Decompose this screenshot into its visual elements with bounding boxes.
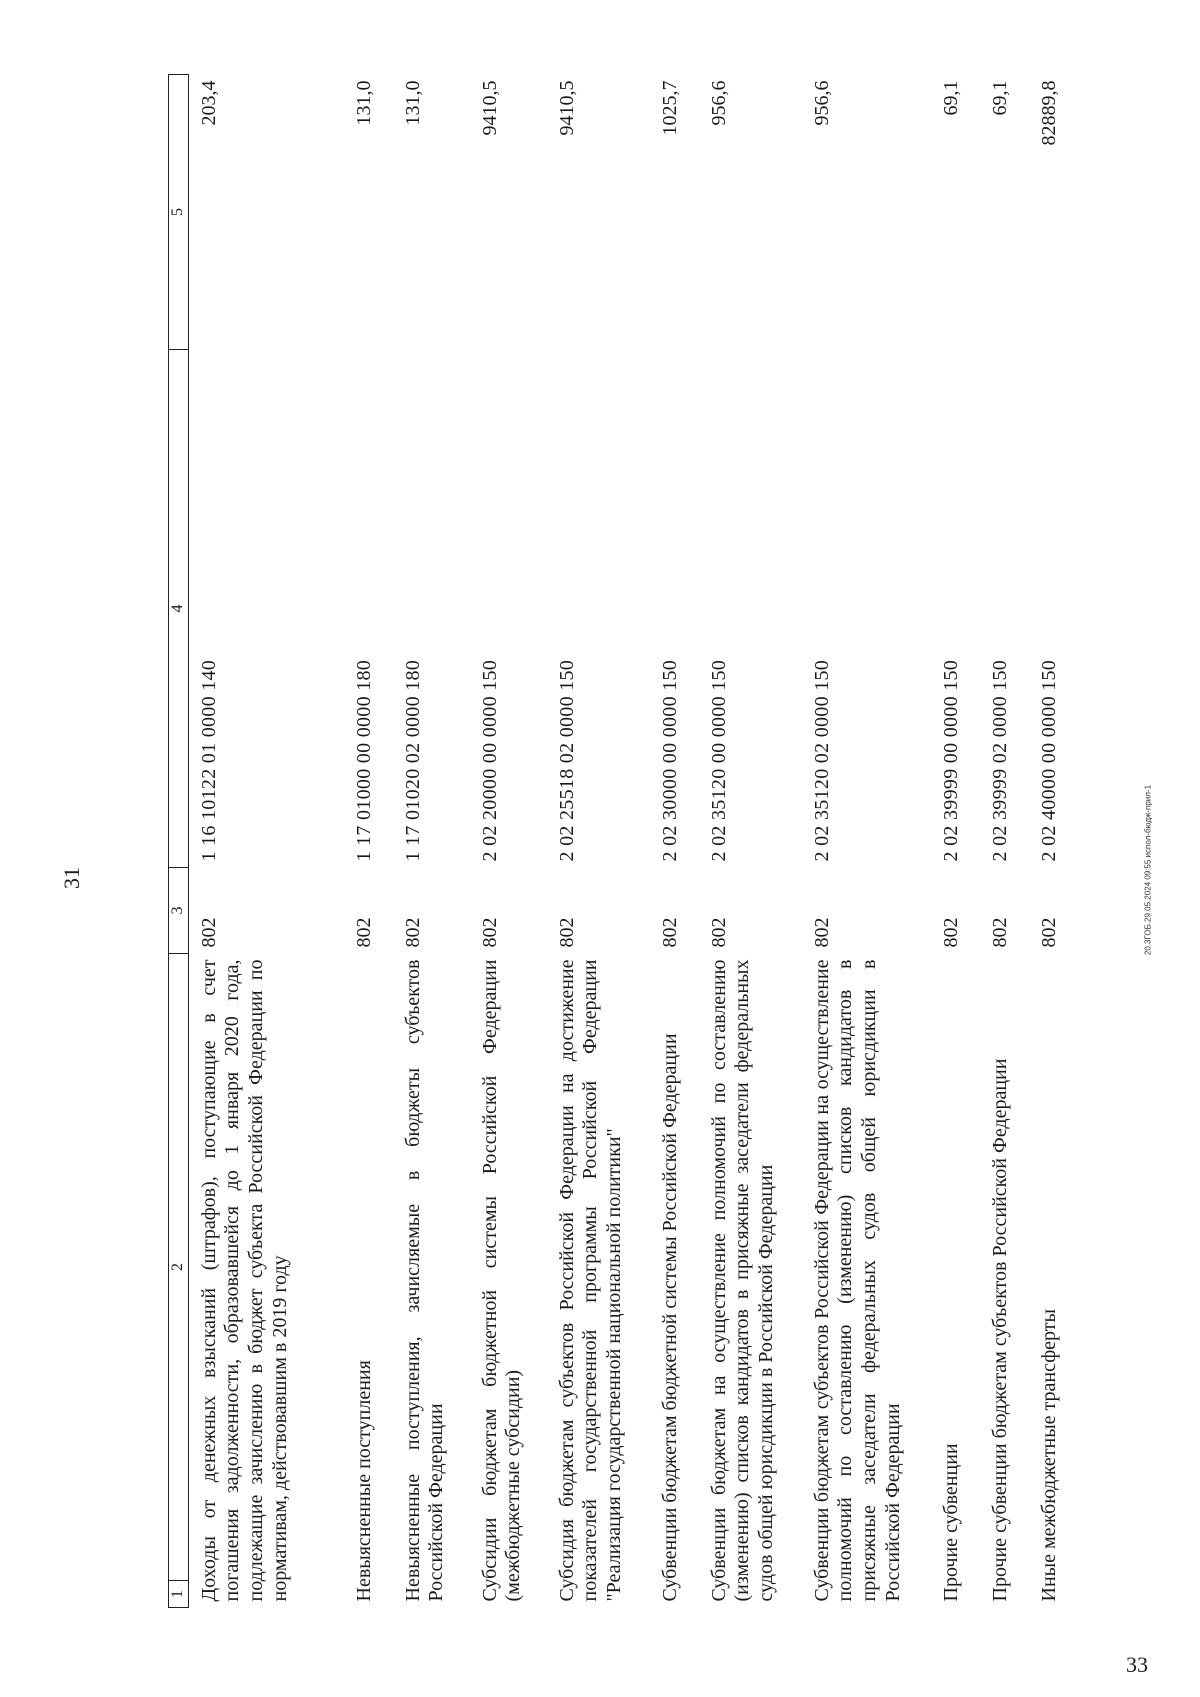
row-budget-code: 1 16 10122 01 0000 140	[197, 659, 220, 862]
table-row	[188, 75, 344, 1608]
table-row	[802, 75, 931, 1608]
row-budget-code: 2 02 39999 00 0000 150	[939, 659, 962, 862]
row-amount: 203,4	[197, 80, 220, 126]
row-name: Субвенции бюджетам бюджетной системы Российской Федерации	[658, 1033, 681, 1602]
column-header-3: 3	[169, 868, 189, 954]
row-amount: 9410,5	[555, 80, 578, 136]
row-amount: 956,6	[810, 80, 833, 126]
row-amount: 69,1	[939, 80, 962, 116]
row-name: Субвенции бюджетам субъектов Российской Федерации на осуществление полномочий по составлению (изменению) списков кандидатов в присяжные заседатели федеральных судов общей юрисдикции в Российской Федерации	[810, 959, 904, 1602]
row-amount: 69,1	[988, 80, 1011, 116]
row-budget-code: 2 02 20000 00 0000 150	[478, 659, 501, 862]
column-header-5: 5	[169, 75, 189, 350]
rotated-table-container	[168, 76, 1060, 1608]
row-name: Субсидии бюджетам бюджетной системы Российской Федерации (межбюджетные субсидии)	[478, 959, 525, 1602]
table-row	[650, 75, 699, 1608]
row-budget-code: 1 17 01020 02 0000 180	[401, 659, 424, 862]
column-header-2: 2	[169, 954, 189, 1581]
row-amount: 131,0	[401, 80, 424, 126]
row-name: Иные межбюджетные трансферты	[1037, 1309, 1060, 1602]
table-row	[470, 75, 547, 1608]
page-number-top: 31	[59, 867, 84, 889]
table-row	[931, 75, 980, 1608]
table-row	[699, 75, 802, 1608]
row-budget-code: 2 02 30000 00 0000 150	[658, 659, 681, 862]
row-name: Прочие субвенции	[939, 1443, 962, 1602]
row-budget-code: 1 17 01000 00 0000 180	[352, 659, 375, 862]
row-amount: 9410,5	[478, 80, 501, 136]
table-row	[1029, 75, 1078, 1608]
row-admin-code: 802	[810, 917, 833, 948]
row-budget-code: 2 02 40000 00 0000 150	[1037, 659, 1060, 862]
row-amount: 82889,8	[1037, 80, 1060, 146]
row-name: Невыясненные поступления	[352, 1360, 375, 1602]
row-admin-code: 802	[197, 917, 220, 948]
row-admin-code: 802	[939, 917, 962, 948]
page-number-bottom: 33	[1126, 1652, 1148, 1677]
row-budget-code: 2 02 25518 02 0000 150	[555, 659, 578, 862]
footer-code-text: 20.3ГОБ.29.05.2024 09:55 испол-бюдж-прил-1	[1143, 784, 1153, 956]
table-row	[393, 75, 470, 1608]
row-name: Прочие субвенции бюджетам субъектов Российской Федерации	[988, 1058, 1011, 1602]
row-admin-code: 802	[555, 917, 578, 948]
column-header-1: 1	[169, 1581, 189, 1608]
row-admin-code: 802	[988, 917, 1011, 948]
document-footer-code	[1142, 650, 1154, 1090]
table-row	[980, 75, 1029, 1608]
row-admin-code: 802	[1037, 917, 1060, 948]
row-name: Субсидия бюджетам субъектов Российской Федерации на достижение показателей государственной программы Российской Федерации "Реализация государственной национальной политики"	[555, 959, 626, 1602]
row-budget-code: 2 02 35120 00 0000 150	[707, 659, 730, 862]
row-admin-code: 802	[707, 917, 730, 948]
row-admin-code: 802	[478, 917, 501, 948]
table-row	[344, 75, 393, 1608]
row-amount: 956,6	[707, 80, 730, 126]
row-admin-code: 802	[352, 917, 375, 948]
row-admin-code: 802	[658, 917, 681, 948]
row-budget-code: 2 02 35120 02 0000 150	[810, 659, 833, 862]
row-admin-code: 802	[401, 917, 424, 948]
row-name: Субвенции бюджетам на осуществление полномочий по составлению (изменению) списков кандидатов в присяжные заседатели федеральных судов общей юрисдикции в Российской Федерации	[707, 959, 778, 1602]
table-header-row	[169, 75, 189, 1608]
column-header-4: 4	[169, 350, 189, 868]
row-amount: 1025,7	[658, 80, 681, 136]
row-budget-code: 2 02 39999 02 0000 150	[988, 659, 1011, 862]
row-name: Невыясненные поступления, зачисляемые в бюджеты субъектов Российской Федерации	[401, 959, 448, 1602]
budget-table	[168, 74, 1078, 1608]
table-row	[547, 75, 650, 1608]
row-amount: 131,0	[352, 80, 375, 126]
row-name: Доходы от денежных взысканий (штрафов), поступающие в счет погашения задолженности, образовавшейся до 1 января 2020 года, подлежащие зачислению в бюджет субъекта Российской Федерации по нормативам, действовавшим в 2019 году	[197, 959, 291, 1602]
